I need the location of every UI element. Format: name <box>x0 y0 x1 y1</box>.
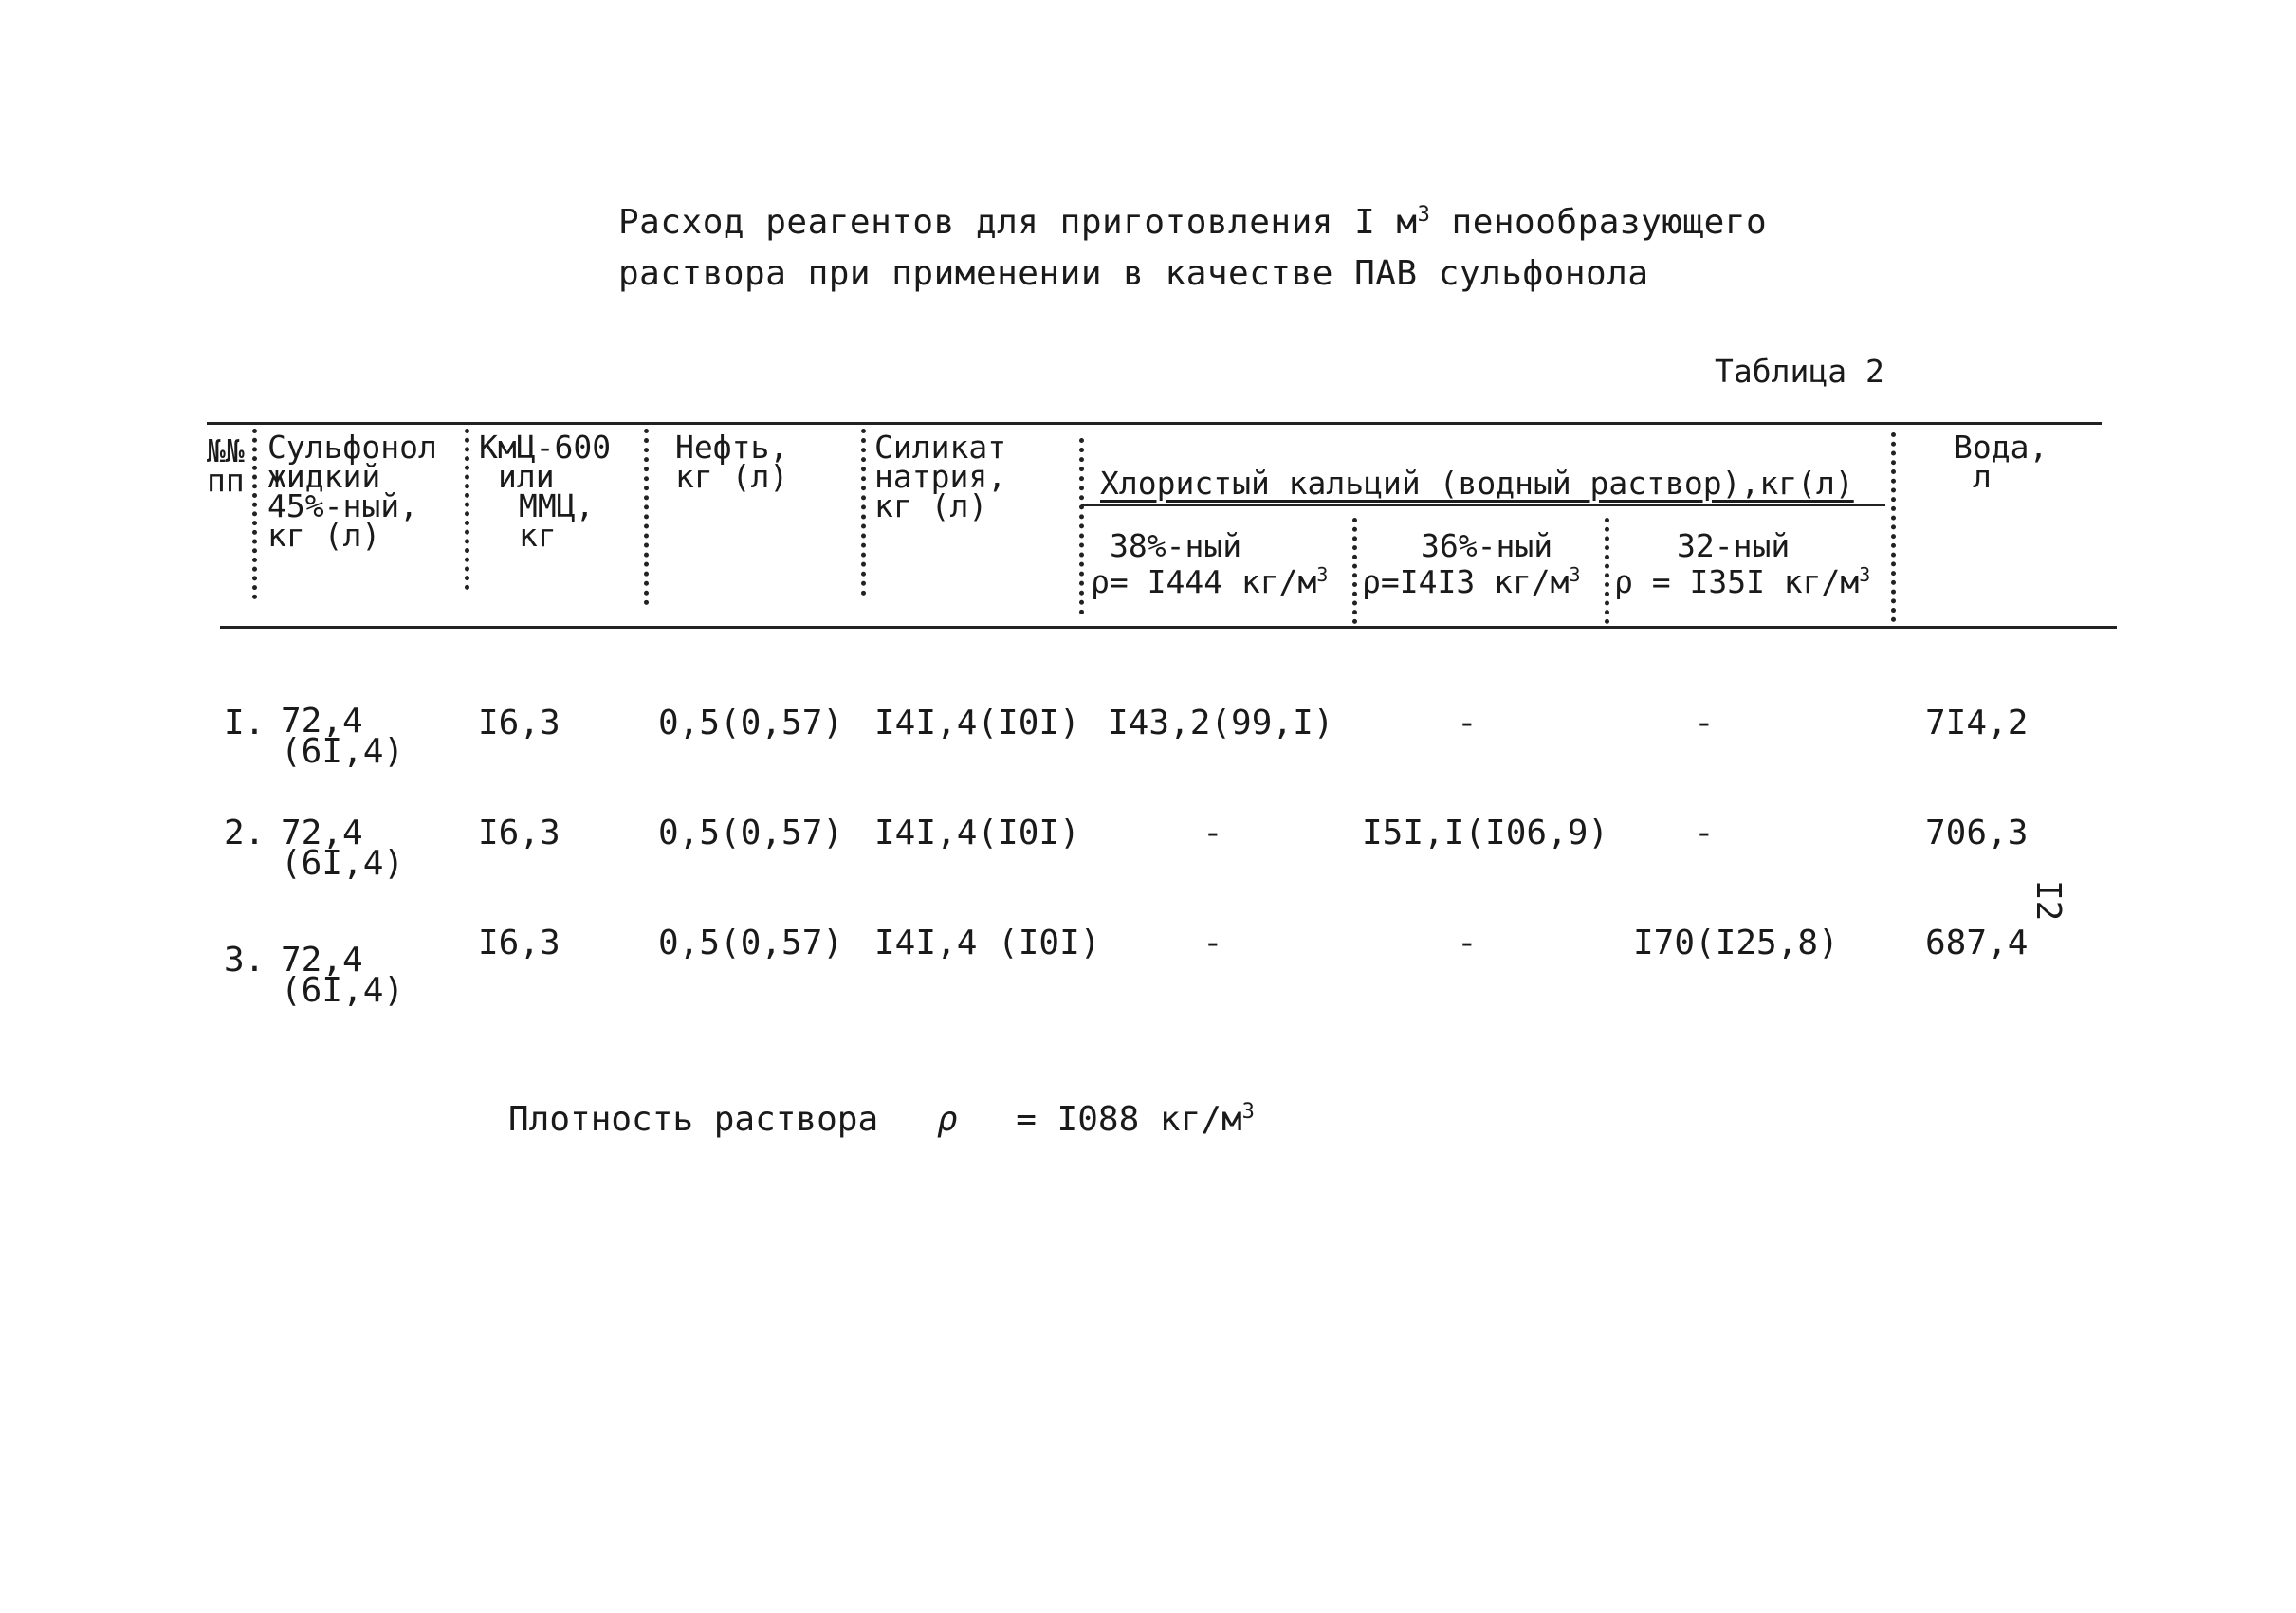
column-separator <box>1605 518 1609 624</box>
density-label: Плотность раствора <box>508 1100 879 1139</box>
row-3-oil: 0,5(0,57) <box>658 924 844 962</box>
header-sulfonol-line: 45%-ный, <box>267 487 418 524</box>
title-text: Расход реагентов для приготовления I м <box>618 203 1418 242</box>
cell-value: 72,4 <box>281 814 363 852</box>
table-reference: Таблица 2 <box>1715 353 1884 390</box>
header-sulfonol-line: Сульфонол <box>267 429 437 466</box>
row-1-number: I. <box>224 704 266 742</box>
subheader-name: 32-ный <box>1677 527 1791 564</box>
table-top-rule <box>207 422 2102 425</box>
header-calcium-32 <box>1614 527 1871 600</box>
row-2-oil: 0,5(0,57) <box>658 814 844 852</box>
density-symbol: ρ <box>936 1100 958 1139</box>
title-text-end: пенообразующего <box>1430 203 1768 242</box>
row-2-water: 706,3 <box>1925 814 2029 852</box>
header-calcium-38 <box>1091 527 1329 600</box>
row-2-calcium-38: - <box>1203 814 1223 852</box>
superscript: 3 <box>1569 563 1581 586</box>
subheader-name: 38%-ный <box>1110 527 1242 564</box>
header-calcium-group: Хлористый кальций (водный раствор),кг(л) <box>1100 465 1854 502</box>
row-2-calcium-32: - <box>1694 814 1715 852</box>
subheader-name: 36%-ный <box>1421 527 1553 564</box>
header-kmc <box>479 429 612 554</box>
row-3-calcium-32: I70(I25,8) <box>1633 924 1839 962</box>
header-sulfonol-line: жидкий <box>267 458 381 495</box>
header-silicate-line: кг (л) <box>874 487 988 524</box>
header-silicate-line: натрия, <box>874 458 1007 495</box>
row-1-sulfonol <box>281 704 404 770</box>
row-1-calcium-38: I43,2(99,I) <box>1108 704 1334 742</box>
column-separator <box>861 429 866 596</box>
header-kmc-line: кг <box>519 517 557 554</box>
header-kmc-line: ММЦ, <box>519 487 595 524</box>
column-separator <box>1352 518 1357 624</box>
header-kmc-line: КмЦ-600 <box>479 429 612 466</box>
header-kmc-line: или <box>498 458 555 495</box>
document-title-line-2: раствора при применении в качестве ПАВ сульфонола <box>618 254 1649 293</box>
column-separator <box>465 429 469 590</box>
cell-value: 72,4 <box>281 702 363 741</box>
row-2-number: 2. <box>224 814 266 852</box>
cell-value-secondary: (6I,4) <box>281 971 405 1010</box>
header-water-line: Вода, <box>1954 429 2048 466</box>
document-title-line-1 <box>618 203 1767 242</box>
page-number: I2 <box>2029 880 2067 922</box>
header-water-line: л <box>1973 458 1992 495</box>
superscript: 3 <box>1859 563 1871 586</box>
header-oil <box>675 429 789 495</box>
header-oil-line: Нефть, <box>675 429 789 466</box>
header-water <box>1954 429 2048 495</box>
subheader-density: ρ= I444 кг/м <box>1091 563 1317 600</box>
row-1-calcium-32: - <box>1694 704 1715 742</box>
row-2-sulfonol <box>281 816 404 882</box>
column-separator <box>644 429 649 605</box>
superscript: 3 <box>1241 1100 1255 1124</box>
row-3-silicate: I4I,4 (I0I) <box>874 924 1101 962</box>
column-separator <box>1891 432 1896 622</box>
header-silicate-line: Силикат <box>874 429 1007 466</box>
column-separator <box>1079 438 1084 614</box>
header-sulfonol <box>267 429 437 554</box>
row-1-silicate: I4I,4(I0I) <box>874 704 1080 742</box>
row-1-kmc: I6,3 <box>478 704 560 742</box>
row-3-number: 3. <box>224 941 266 980</box>
column-separator <box>252 429 257 599</box>
title-superscript: 3 <box>1417 203 1431 227</box>
row-1-oil: 0,5(0,57) <box>658 704 844 742</box>
row-2-kmc: I6,3 <box>478 814 560 852</box>
density-note <box>508 1100 1255 1139</box>
row-1-calcium-36: - <box>1457 704 1478 742</box>
header-number-line: №№ <box>207 432 245 469</box>
density-value: = I088 кг/м <box>1016 1100 1242 1139</box>
row-3-water: 687,4 <box>1925 924 2029 962</box>
row-3-calcium-38: - <box>1203 924 1223 962</box>
header-sulfonol-line: кг (л) <box>267 517 381 554</box>
header-number <box>207 432 245 499</box>
cell-value: 72,4 <box>281 941 363 980</box>
cell-value-secondary: (6I,4) <box>281 844 405 883</box>
table-header-bottom-rule <box>220 626 2117 629</box>
subheader-density: ρ = I35I кг/м <box>1614 563 1860 600</box>
row-1-water: 7I4,2 <box>1925 704 2029 742</box>
superscript: 3 <box>1316 563 1329 586</box>
row-2-calcium-36: I5I,I(I06,9) <box>1362 814 1609 852</box>
header-silicate <box>874 429 1007 524</box>
row-3-calcium-36: - <box>1457 924 1478 962</box>
cell-value-secondary: (6I,4) <box>281 732 405 771</box>
calcium-group-rule <box>1081 504 1885 506</box>
subheader-density: ρ=I4I3 кг/м <box>1362 563 1570 600</box>
header-calcium-36 <box>1362 527 1581 600</box>
row-3-sulfonol <box>281 943 404 1009</box>
header-number-line: пп <box>207 462 245 499</box>
header-oil-line: кг (л) <box>675 458 789 495</box>
row-2-silicate: I4I,4(I0I) <box>874 814 1080 852</box>
row-3-kmc: I6,3 <box>478 924 560 962</box>
